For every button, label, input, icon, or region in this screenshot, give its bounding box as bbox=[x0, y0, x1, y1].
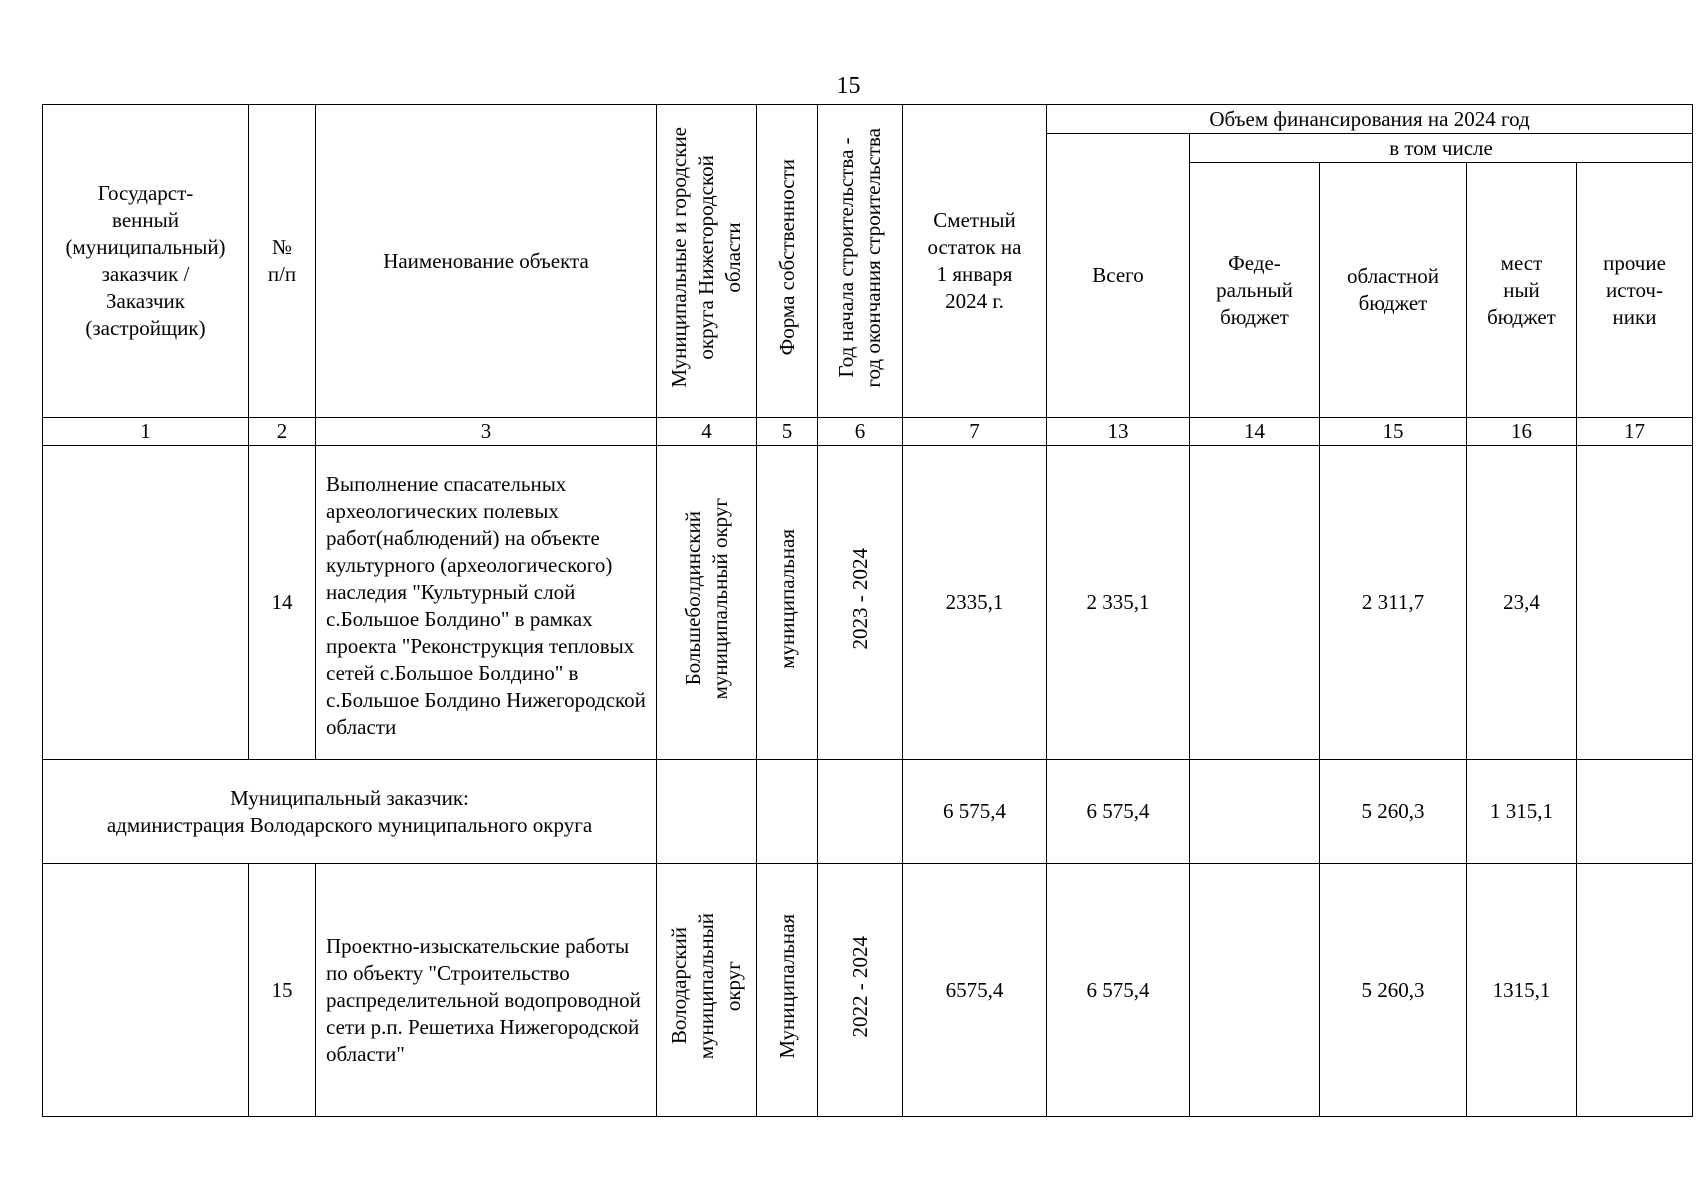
row-estimate: 2335,1 bbox=[903, 446, 1047, 760]
table-row bbox=[43, 864, 1693, 1117]
row-years-text: 2022 - 2024 bbox=[847, 935, 872, 1038]
row-years bbox=[818, 446, 903, 760]
row-object-name: Проектно-изыскательские работы по объекту "Строительство распределительной водопроводной сети р.п. Решетиха Нижегородской области" bbox=[316, 864, 657, 1117]
row-other bbox=[1577, 864, 1693, 1117]
row-ownership bbox=[757, 864, 818, 1117]
row-other bbox=[1577, 446, 1693, 760]
header-number: № п/п bbox=[249, 105, 316, 418]
row-ownership-text: муниципальная bbox=[774, 529, 799, 669]
row-total: 6 575,4 bbox=[1047, 864, 1190, 1117]
column-number: 5 bbox=[757, 418, 818, 446]
column-number: 4 bbox=[657, 418, 757, 446]
row-district bbox=[657, 864, 757, 1117]
row-district bbox=[657, 446, 757, 760]
header-ownership-text: Форма собственности bbox=[774, 159, 799, 356]
row-local: 1315,1 bbox=[1467, 864, 1577, 1117]
row-district bbox=[657, 760, 757, 864]
row-number: 15 bbox=[249, 864, 316, 1117]
column-number: 15 bbox=[1320, 418, 1467, 446]
header-districts bbox=[657, 105, 757, 418]
table-row-customer-summary bbox=[43, 760, 1693, 864]
column-number: 6 bbox=[818, 418, 903, 446]
column-number: 2 bbox=[249, 418, 316, 446]
header-years-text: Год начала строительства - год окончания строительства bbox=[834, 127, 885, 388]
row-federal bbox=[1190, 864, 1320, 1117]
row-number: 14 bbox=[249, 446, 316, 760]
row-federal bbox=[1190, 760, 1320, 864]
row-customer bbox=[43, 446, 249, 760]
header-years bbox=[818, 105, 903, 418]
row-local: 23,4 bbox=[1467, 446, 1577, 760]
row-total: 6 575,4 bbox=[1047, 760, 1190, 864]
table-row bbox=[43, 446, 1693, 760]
column-number: 1 bbox=[43, 418, 249, 446]
header-districts-text: Муниципальные и городские округа Нижегородской области bbox=[667, 127, 745, 388]
header-regional: областной бюджет bbox=[1320, 163, 1467, 418]
column-number: 16 bbox=[1467, 418, 1577, 446]
row-regional: 5 260,3 bbox=[1320, 760, 1467, 864]
row-regional: 5 260,3 bbox=[1320, 864, 1467, 1117]
row-total: 2 335,1 bbox=[1047, 446, 1190, 760]
header-other: прочие источ- ники bbox=[1577, 163, 1693, 418]
row-years bbox=[818, 760, 903, 864]
row-estimate: 6575,4 bbox=[903, 864, 1047, 1117]
header-federal: Феде- ральный бюджет bbox=[1190, 163, 1320, 418]
column-number-row bbox=[43, 418, 1693, 446]
header-including: в том числе bbox=[1190, 134, 1693, 163]
header-estimate: Сметный остаток на 1 января 2024 г. bbox=[903, 105, 1047, 418]
column-number: 13 bbox=[1047, 418, 1190, 446]
header-financing: Объем финансирования на 2024 год bbox=[1047, 105, 1693, 134]
row-customer-label: Муниципальный заказчик: администрация Володарского муниципального округа bbox=[43, 760, 657, 864]
row-years-text: 2023 - 2024 bbox=[847, 548, 872, 650]
row-other bbox=[1577, 760, 1693, 864]
column-number: 7 bbox=[903, 418, 1047, 446]
column-number: 17 bbox=[1577, 418, 1693, 446]
row-customer bbox=[43, 864, 249, 1117]
financing-table bbox=[42, 104, 1693, 1117]
row-local: 1 315,1 bbox=[1467, 760, 1577, 864]
row-regional: 2 311,7 bbox=[1320, 446, 1467, 760]
header-ownership bbox=[757, 105, 818, 418]
column-number: 14 bbox=[1190, 418, 1320, 446]
header-row-1 bbox=[43, 105, 1693, 134]
header-object-name: Наименование объекта bbox=[316, 105, 657, 418]
row-ownership-text: Муниципальная bbox=[774, 914, 799, 1059]
row-years bbox=[818, 864, 903, 1117]
row-estimate: 6 575,4 bbox=[903, 760, 1047, 864]
header-customer: Государст- венный (муниципальный) заказчик / Заказчик (застройщик) bbox=[43, 105, 249, 418]
row-ownership bbox=[757, 760, 818, 864]
row-ownership bbox=[757, 446, 818, 760]
row-district-text: Большеболдинский муниципальный округ bbox=[680, 498, 732, 700]
header-total: Всего bbox=[1047, 134, 1190, 418]
row-federal bbox=[1190, 446, 1320, 760]
page-number: 15 bbox=[836, 73, 861, 99]
column-number: 3 bbox=[316, 418, 657, 446]
row-district-text: Володарский муниципальный округ bbox=[667, 913, 745, 1060]
header-local: мест ный бюджет bbox=[1467, 163, 1577, 418]
row-object-name: Выполнение спасательных археологических полевых работ(наблюдений) на объекте культурного (археологического) наследия "Культурный слой с.Большое Болдино" в рамках проекта "Реконструкция тепловых сетей с.Большое Болдино" в с.Большое Болдино Нижегородской области bbox=[316, 446, 657, 760]
